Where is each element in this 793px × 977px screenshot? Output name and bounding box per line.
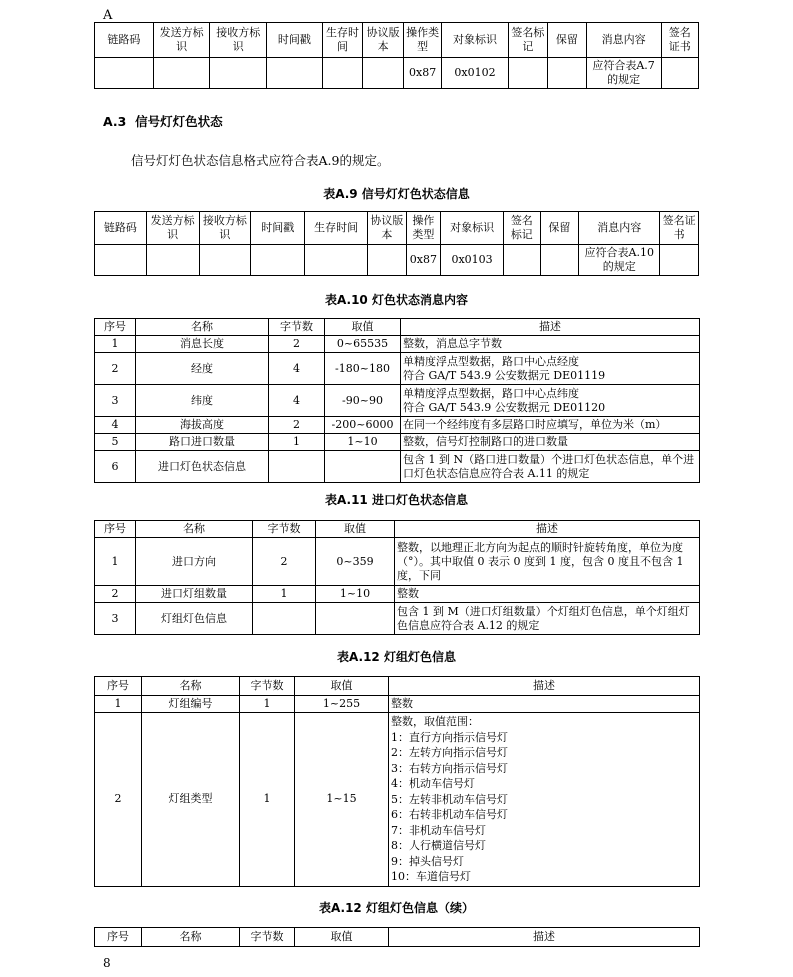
cell-desc: 整数 (389, 696, 700, 713)
cell-no: 1 (95, 336, 136, 353)
cell-name: 灯组类型 (142, 713, 240, 887)
header-desc: 描述 (389, 677, 700, 696)
cell-no: 2 (95, 586, 136, 603)
cell-desc: 整数，信号灯控制路口的进口数量 (401, 434, 700, 451)
cell-desc: 在同一个经纬度有多层路口时应填写，单位为米（m） (401, 417, 700, 434)
cell-value (325, 451, 401, 483)
cell-name: 经度 (136, 353, 269, 385)
cell-desc: 整数，消息总字节数 (401, 336, 700, 353)
cell-value: 0~359 (316, 538, 395, 586)
cell-no: 3 (95, 385, 136, 417)
cell-name: 路口进口数量 (136, 434, 269, 451)
cell-no: 2 (95, 353, 136, 385)
header-name: 名称 (142, 928, 240, 947)
cell-name: 进口灯组数量 (136, 586, 253, 603)
header-cell: 发送方标识 (146, 212, 199, 245)
op-type-cell: 0x87 (403, 58, 441, 89)
cell-bytes: 4 (269, 385, 325, 417)
cell-desc: 包含 1 到 N（路口进口数量）个进口灯色状态信息，单个进口灯色状态信息应符合表 A.11 的规定 (401, 451, 700, 483)
table-row (95, 385, 700, 417)
cell-desc: 整数，以地理正北方向为起点的顺时针旋转角度，单位为度（°）。其中取值 0 表示 0 度到 1 度，包含 0 度且不包含 1 度，下同 (395, 538, 700, 586)
header-name: 名称 (142, 677, 240, 696)
header-cell: 发送方标识 (153, 23, 210, 58)
table-row (95, 336, 700, 353)
cell-no: 1 (95, 696, 142, 713)
header-cell: 链路码 (95, 212, 147, 245)
table-a8 (94, 22, 699, 89)
table-a11 (94, 520, 700, 635)
table-header-row (95, 23, 699, 58)
op-type-cell: 0x87 (406, 245, 441, 276)
header-cell: 签名证书 (660, 212, 699, 245)
cell-no: 2 (95, 713, 142, 887)
table-row (95, 713, 700, 887)
content-cell: 应符合表A.10 的规定 (579, 245, 660, 276)
header-name: 名称 (136, 319, 269, 336)
table-a12-continued (94, 927, 700, 947)
cell-name: 海拔高度 (136, 417, 269, 434)
cell-name: 纬度 (136, 385, 269, 417)
header-cell: 保留 (548, 23, 586, 58)
header-cell: 对象标识 (442, 23, 508, 58)
section-title: 信号灯灯色状态 (135, 114, 223, 129)
header-bytes: 字节数 (269, 319, 325, 336)
object-id-cell: 0x0103 (441, 245, 504, 276)
cell-bytes: 1 (253, 586, 316, 603)
table-row (95, 538, 700, 586)
cell-bytes: 1 (240, 696, 295, 713)
table-a10 (94, 318, 700, 483)
table-row (95, 451, 700, 483)
table-caption: 表A.9 信号灯灯色状态信息 (323, 187, 470, 201)
table-row (95, 586, 700, 603)
section-number: A.3 (103, 114, 127, 129)
cell-desc: 整数，取值范围： 1：直行方向指示信号灯 2：左转方向指示信号灯 3：右转方向指示信号灯 4：机动车信号灯 5：左转非机动车信号灯 6：右转非机动车信号灯 7：非机动车信号灯 8：人行横道信号灯 9：掉头信号灯 10：车道信号灯 (389, 713, 700, 887)
header-cell: 签名标记 (508, 23, 548, 58)
table-row (95, 353, 700, 385)
cell-bytes (253, 603, 316, 635)
cell-bytes: 4 (269, 353, 325, 385)
header-value: 取值 (295, 928, 389, 947)
cell-bytes: 1 (269, 434, 325, 451)
table-a12 (94, 676, 700, 887)
header-cell: 时间戳 (267, 23, 323, 58)
cell-value: 1~10 (325, 434, 401, 451)
header-value: 取值 (295, 677, 389, 696)
header-cell: 生存时间 (305, 212, 368, 245)
cell-bytes (269, 451, 325, 483)
cell-value: 1~10 (316, 586, 395, 603)
cell-desc: 单精度浮点型数据，路口中心点经度 符合 GA/T 543.9 公安数据元 DE01119 (401, 353, 700, 385)
cell-value: 0~65535 (325, 336, 401, 353)
header-no: 序号 (95, 521, 136, 538)
appendix-letter: A (103, 8, 113, 23)
header-cell: 消息内容 (586, 23, 661, 58)
content-cell: 应符合表A.7 的规定 (586, 58, 661, 89)
cell-bytes: 2 (253, 538, 316, 586)
table-header-row (95, 212, 699, 245)
object-id-cell: 0x0102 (442, 58, 508, 89)
cell-value: -200~6000 (325, 417, 401, 434)
cell-no: 6 (95, 451, 136, 483)
cell-value (316, 603, 395, 635)
cell-name: 消息长度 (136, 336, 269, 353)
table-header-row (95, 928, 700, 947)
table-row (95, 58, 699, 89)
cell-value: 1~15 (295, 713, 389, 887)
header-cell: 对象标识 (441, 212, 504, 245)
header-desc: 描述 (395, 521, 700, 538)
cell-no: 5 (95, 434, 136, 451)
table-header-row (95, 319, 700, 336)
header-no: 序号 (95, 677, 142, 696)
cell-no: 3 (95, 603, 136, 635)
table-row (95, 696, 700, 713)
header-bytes: 字节数 (253, 521, 316, 538)
cell-desc: 整数 (395, 586, 700, 603)
header-value: 取值 (325, 319, 401, 336)
cell-bytes: 1 (240, 713, 295, 887)
header-cell: 接收方标识 (199, 212, 251, 245)
header-name: 名称 (136, 521, 253, 538)
header-cell: 签名证书 (661, 23, 699, 58)
table-row (95, 245, 699, 276)
table-row (95, 417, 700, 434)
cell-bytes: 2 (269, 336, 325, 353)
header-cell: 生存时间 (322, 23, 363, 58)
table-caption: 表A.12 灯组灯色信息 (337, 650, 456, 664)
section-paragraph: 信号灯灯色状态信息格式应符合表A.9的规定。 (131, 153, 390, 168)
cell-desc: 包含 1 到 M（进口灯组数量）个灯组灯色信息，单个灯组灯色信息应符合表 A.12 的规定 (395, 603, 700, 635)
cell-name: 灯组灯色信息 (136, 603, 253, 635)
header-cell: 操作类型 (406, 212, 441, 245)
cell-name: 进口灯色状态信息 (136, 451, 269, 483)
section-heading (103, 112, 223, 130)
cell-desc: 单精度浮点型数据，路口中心点纬度 符合 GA/T 543.9 公安数据元 DE01120 (401, 385, 700, 417)
cell-bytes: 2 (269, 417, 325, 434)
header-cell: 保留 (540, 212, 579, 245)
header-desc: 描述 (401, 319, 700, 336)
cell-no: 4 (95, 417, 136, 434)
cell-name: 进口方向 (136, 538, 253, 586)
table-a9 (94, 211, 699, 276)
cell-no: 1 (95, 538, 136, 586)
table-row (95, 603, 700, 635)
table-caption: 表A.12 灯组灯色信息（续） (319, 901, 474, 915)
header-bytes: 字节数 (240, 928, 295, 947)
cell-name: 灯组编号 (142, 696, 240, 713)
table-caption: 表A.10 灯色状态消息内容 (325, 293, 468, 307)
header-bytes: 字节数 (240, 677, 295, 696)
table-caption: 表A.11 进口灯色状态信息 (325, 493, 468, 507)
header-cell: 接收方标识 (210, 23, 267, 58)
header-no: 序号 (95, 319, 136, 336)
page-number: 8 (103, 956, 111, 970)
table-header-row (95, 521, 700, 538)
header-cell: 链路码 (95, 23, 154, 58)
cell-value: -90~90 (325, 385, 401, 417)
table-header-row (95, 677, 700, 696)
header-cell: 协议版本 (368, 212, 407, 245)
header-cell: 协议版本 (363, 23, 404, 58)
header-cell: 签名标记 (504, 212, 541, 245)
header-cell: 消息内容 (579, 212, 660, 245)
header-desc: 描述 (389, 928, 700, 947)
cell-value: 1~255 (295, 696, 389, 713)
cell-value: -180~180 (325, 353, 401, 385)
table-row (95, 434, 700, 451)
header-value: 取值 (316, 521, 395, 538)
header-no: 序号 (95, 928, 142, 947)
header-cell: 操作类型 (403, 23, 441, 58)
header-cell: 时间戳 (251, 212, 305, 245)
